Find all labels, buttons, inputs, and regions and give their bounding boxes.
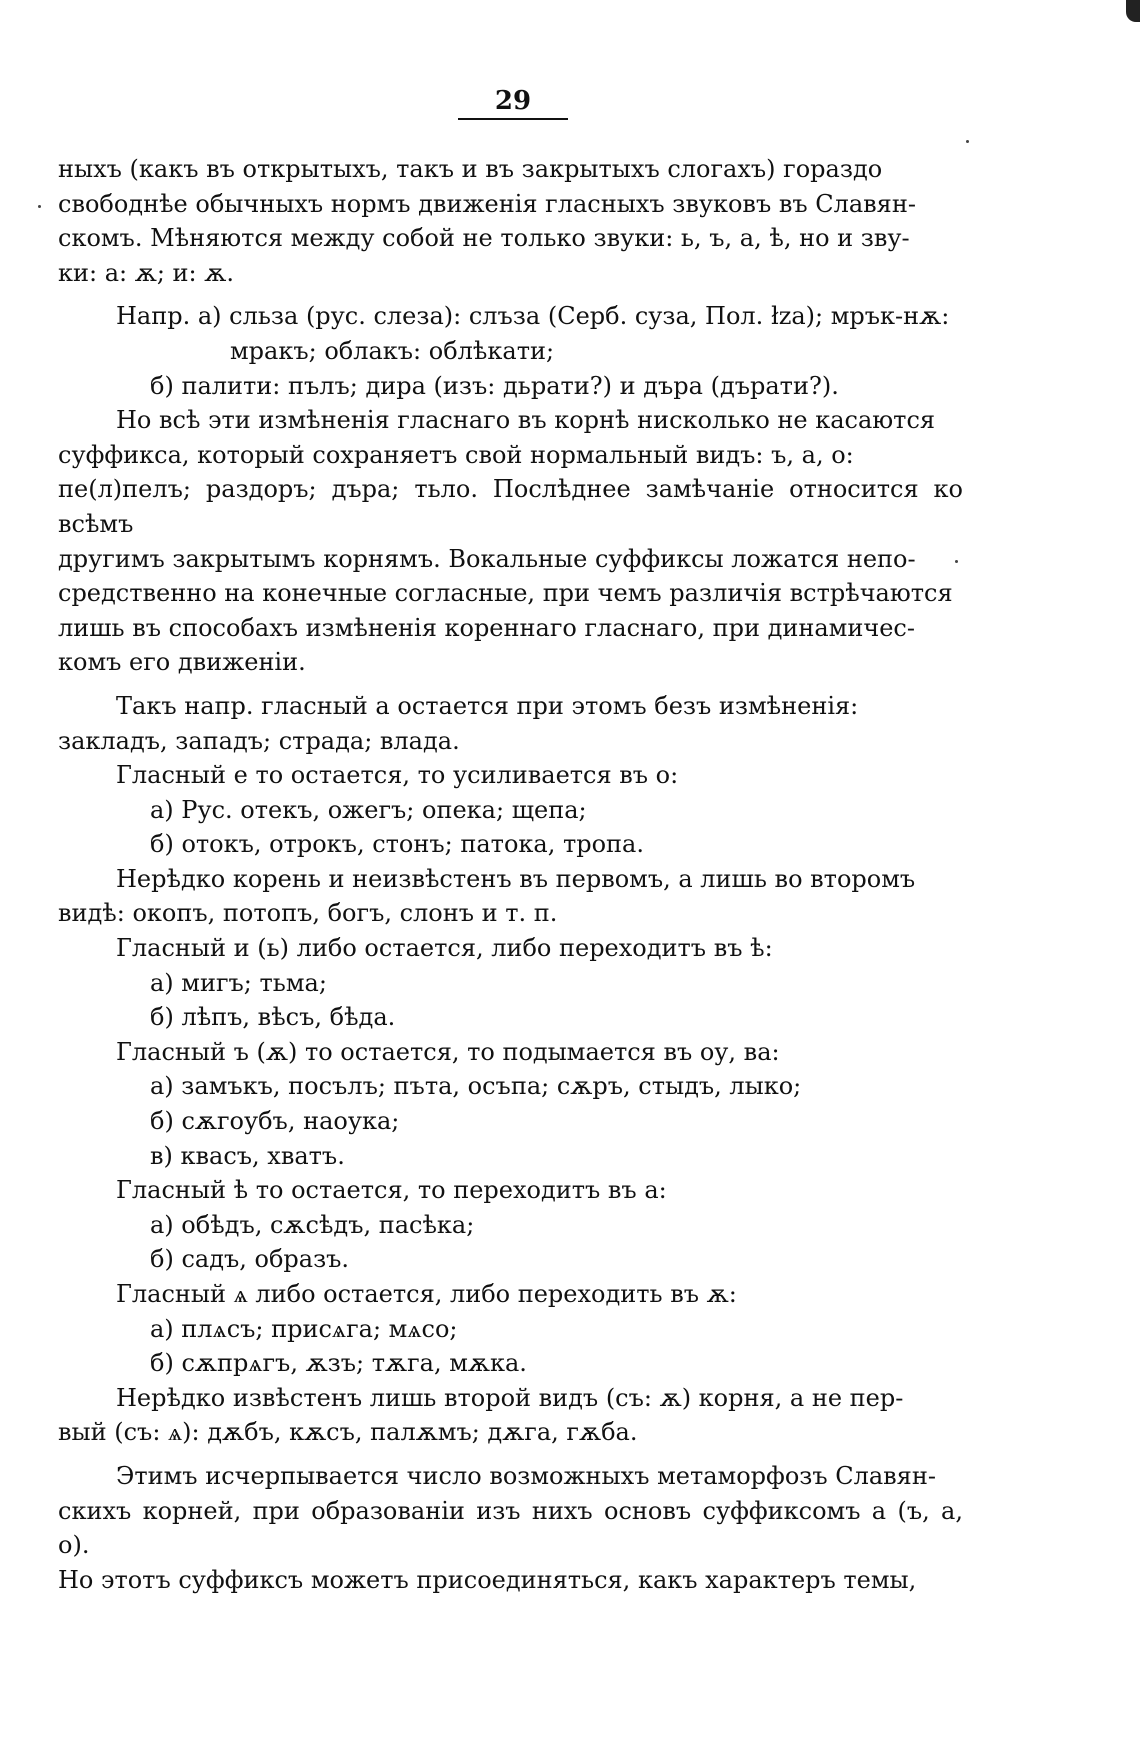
text-line: Напр. а) сльза (рус. слеза): слъза (Серб. суза, Пол. łza); мрък-нѫ: bbox=[116, 302, 950, 331]
scan-edge-mark bbox=[1126, 0, 1140, 22]
text-line: вый (съ: ѧ): дѫбъ, кѫсъ, палѫмъ; дѫга, гѫба. bbox=[58, 1418, 638, 1447]
text-line: свободнѣе обычныхъ нормъ движенія гласныхъ звуковъ въ Славян- bbox=[58, 189, 916, 218]
text-line: ки: а: ѫ; и: ѫ. bbox=[58, 258, 234, 287]
text-line: Гласный и (ь) либо остается, либо переходитъ въ ѣ: bbox=[116, 934, 773, 963]
text-line: пе(л)пелъ; раздоръ; дъра; тьло. Послѣднее замѣчаніе относится ко всѣмъ bbox=[58, 475, 963, 538]
text-line: закладъ, западъ; страда; влада. bbox=[58, 726, 460, 755]
text-line: б) палити: пълъ; дира (изъ: дьрати?) и дъра (дърати?). bbox=[150, 371, 839, 400]
text-line: б) сѫгоубъ, наоука; bbox=[150, 1107, 400, 1136]
text-line: а) мигъ; тьма; bbox=[150, 968, 327, 997]
text-line: Гласный ѧ либо остается, либо переходить въ ѫ: bbox=[116, 1280, 737, 1308]
text-line: б) лѣпъ, вѣсъ, бѣда. bbox=[150, 1003, 396, 1032]
text-line: а) обѣдъ, сѫсѣдъ, пасѣка; bbox=[150, 1210, 475, 1239]
text-line: Но всѣ эти измѣненія гласнаго въ корнѣ нисколько не касаются bbox=[116, 406, 936, 435]
text-line: скомъ. Мѣняются между собой не только звуки: ь, ъ, а, ѣ, но и зву- bbox=[58, 224, 910, 253]
text-line: комъ его движеніи. bbox=[58, 648, 306, 677]
page-number: 29 bbox=[458, 86, 568, 120]
text-line: а) Рус. отекъ, ожегъ; опека; щепа; bbox=[150, 795, 587, 824]
text-line: мракъ; облакъ: облѣкати; bbox=[230, 336, 555, 365]
text-line: а) плѧсъ; присѧга; мѧсо; bbox=[150, 1314, 458, 1343]
text-line: Этимъ исчерпывается число возможныхъ метаморфозъ Славян- bbox=[116, 1461, 936, 1490]
text-line: б) садъ, образъ. bbox=[150, 1245, 350, 1274]
text-line: Гласный е то остается, то усиливается въ о: bbox=[116, 761, 679, 790]
text-line: Гласный ѣ то остается, то переходитъ въ а: bbox=[116, 1176, 667, 1205]
text-line: Гласный ъ (ѫ) то остается, то подымается въ оу, ва: bbox=[116, 1037, 780, 1066]
scan-speck bbox=[966, 140, 969, 143]
text-line: а) замъкъ, посълъ; пъта, осъпа; сѫръ, стыдъ, лыко; bbox=[150, 1072, 802, 1101]
text-line: б) сѫпрѧгъ, ѫзъ; тѫга, мѫка. bbox=[150, 1349, 527, 1378]
text-line: б) отокъ, отрокъ, стонъ; патока, тропа. bbox=[150, 830, 644, 859]
text-line: Нерѣдко корень и неизвѣстенъ въ первомъ, а лишь во второмъ bbox=[116, 864, 916, 893]
text-line: в) квасъ, хватъ. bbox=[150, 1141, 345, 1170]
text-line: Такъ напр. гласный а остается при этомъ безъ измѣненія: bbox=[116, 691, 859, 720]
text-line: другимъ закрытымъ корнямъ. Вокальные суффиксы ложатся непо- bbox=[58, 544, 916, 573]
text-line: лишь въ способахъ измѣненія кореннаго гласнаго, при динамичес- bbox=[58, 613, 915, 642]
text-line: Нерѣдко извѣстенъ лишь второй видъ (съ: ѫ) корня, а не пер- bbox=[116, 1383, 904, 1412]
text-line: Но этотъ суффиксъ можетъ присоединяться, какъ характеръ темы, bbox=[58, 1565, 917, 1594]
text-line: суффикса, который сохраняетъ свой нормальный видъ: ъ, а, о: bbox=[58, 440, 854, 469]
text-line: скихъ корней, при образованіи изъ нихъ основъ суффиксомъ а (ъ, а, о). bbox=[58, 1496, 963, 1560]
text-line: ныхъ (какъ въ открытыхъ, такъ и въ закрытыхъ слогахъ) гораздо bbox=[58, 155, 883, 183]
body-text bbox=[58, 152, 963, 1597]
text-line: средственно на конечные согласные, при чемъ различія встрѣчаются bbox=[58, 579, 953, 608]
scan-speck bbox=[38, 205, 41, 208]
text-line: видѣ: окопъ, потопъ, богъ, слонъ и т. п. bbox=[58, 899, 558, 928]
